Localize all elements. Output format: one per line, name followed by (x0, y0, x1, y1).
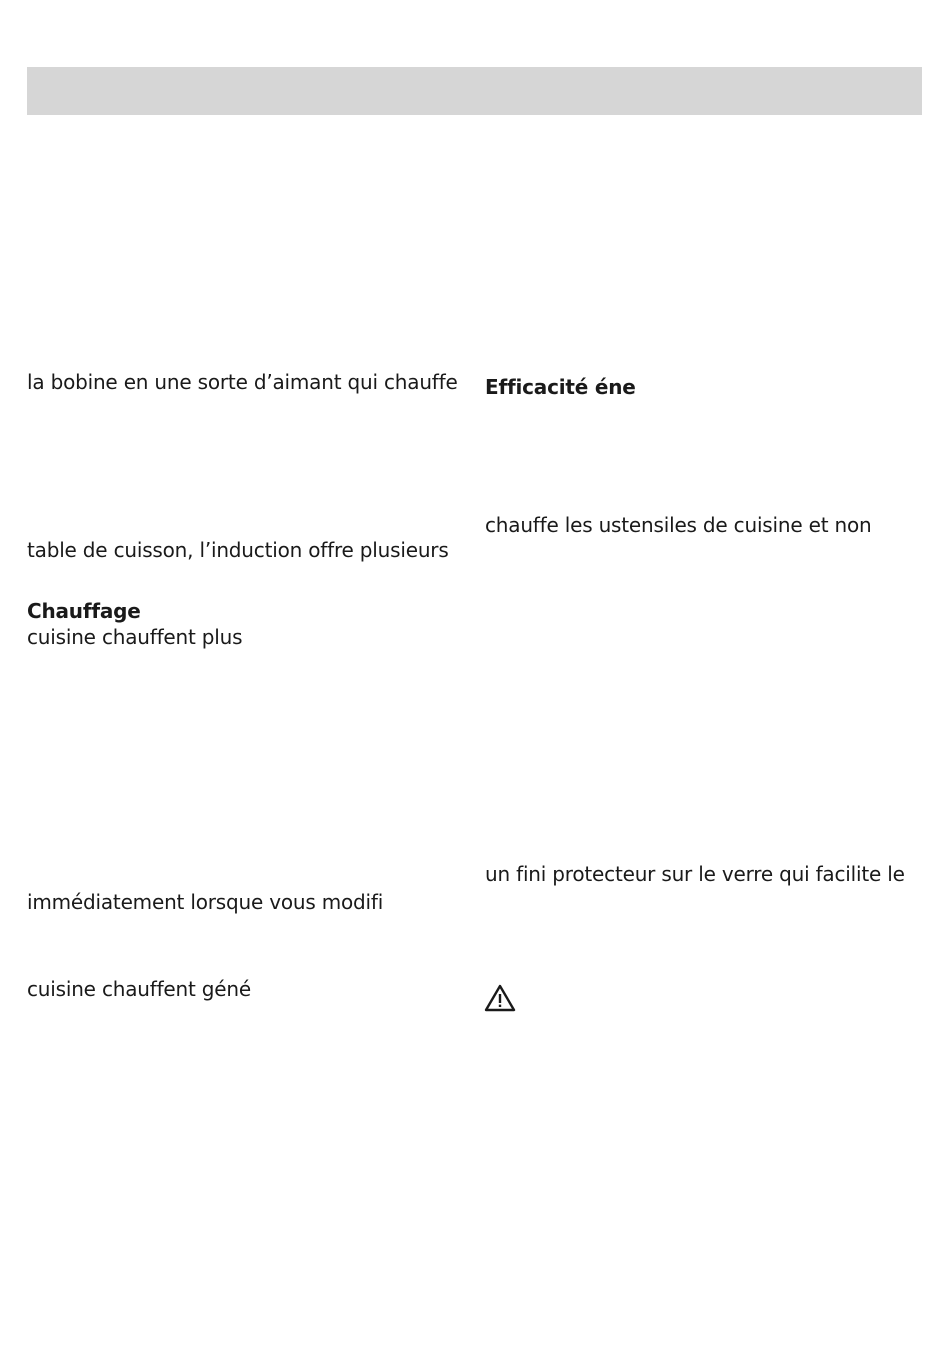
header-bar (27, 67, 922, 115)
left-text-line-3: cuisine chauffent plus (27, 625, 243, 649)
heading-chauffage: Chauffage (27, 599, 141, 623)
heading-efficacite: Efficacité éne (485, 375, 636, 399)
left-text-line-2: table de cuisson, l’induction offre plusieurs (27, 538, 449, 562)
left-text-line-4: immédiatement lorsque vous modifi (27, 890, 384, 914)
right-text-line-1: chauffe les ustensiles de cuisine et non (485, 513, 872, 537)
warning-triangle-icon (484, 983, 516, 1013)
left-text-line-5: cuisine chauffent géné (27, 977, 251, 1001)
left-text-line-1: la bobine en une sorte d’aimant qui chauffe (27, 370, 458, 394)
right-text-line-2: un fini protecteur sur le verre qui facilite le (485, 862, 905, 886)
